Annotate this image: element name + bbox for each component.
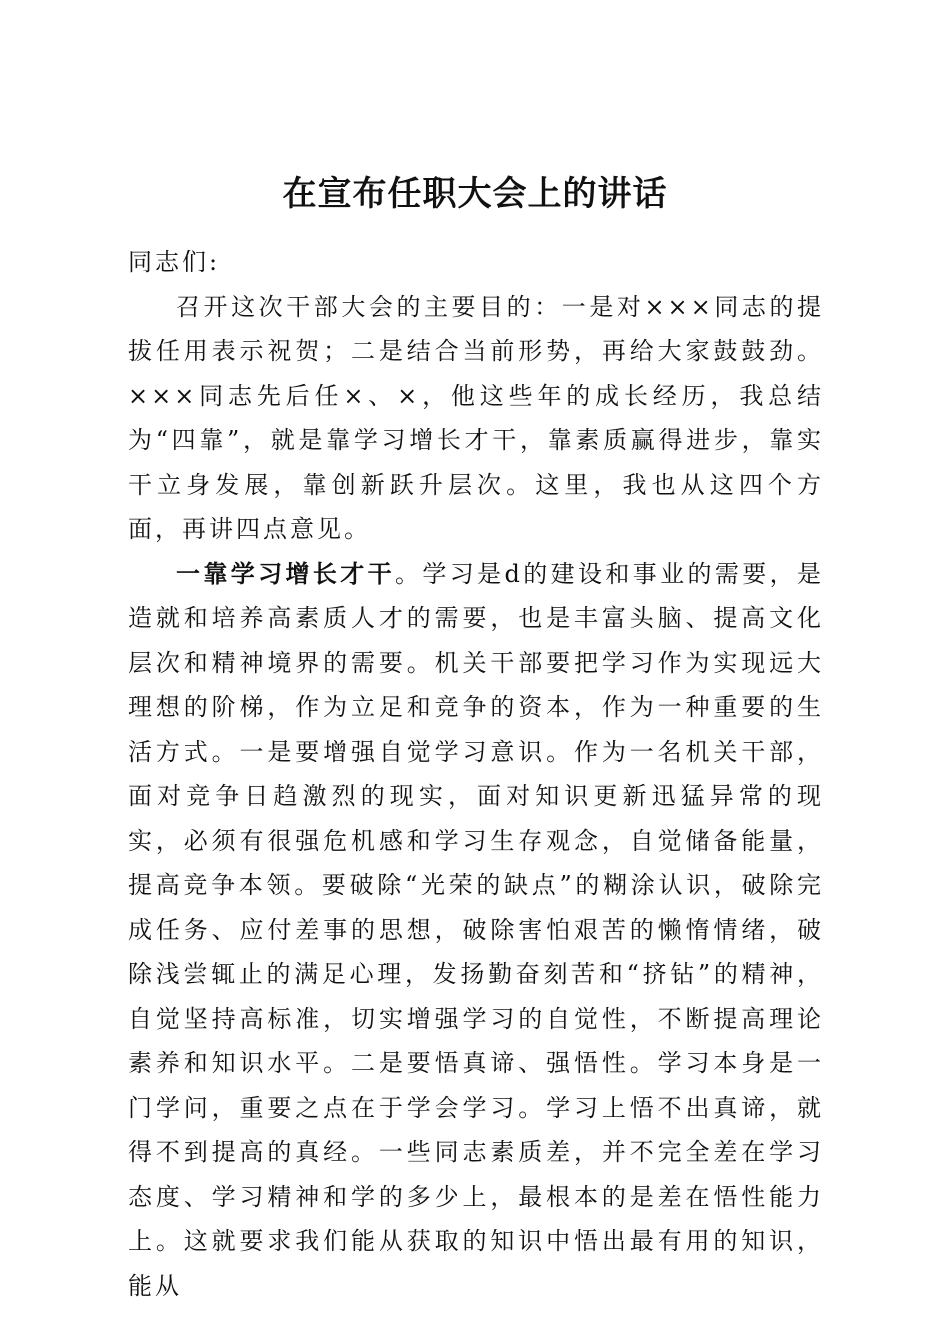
document-body <box>128 240 824 1308</box>
paragraph-text: 。学习是d的建设和事业的需要，是造就和培养高素质人才的需要，也是丰富头脑、提高文化层次和精神境界的需要。机关干部要把学习作为实现远大理想的阶梯，作为立足和竞争的资本，作为一种重要的生活方式。一是要增强自觉学习意识。作为一名机关干部，面对竞争日趋激烈的现实，面对知识更新迅猛异常的现实，必须有很强危机感和学习生存观念，自觉储备能量，提高竞争本领。要破除“光荣的缺点”的糊涂认识，破除完成任务、应付差事的思想，破除害怕艰苦的懒惰情绪，破除浅尝辄止的满足心理，发扬勤奋刻苦和“挤钻”的精神，自觉坚持高标准，切实增强学习的自觉性，不断提高理论素养和知识水平。二是要悟真谛、强悟性。学习本身是一门学问，重要之点在于学会学习。学习上悟不出真谛，就得不到提高的真经。一些同志素质差，并不完全差在学习态度、学习精神和学的多少上，最根本的是差在悟性能力上。这就要求我们能从获取的知识中悟出最有用的知识，能从 <box>128 559 824 1300</box>
paragraph-text: 召开这次干部大会的主要目的：一是对×××同志的提拔任用表示祝贺；二是结合当前形势，再给大家鼓鼓劲。×××同志先后任×、×，他这些年的成长经历，我总结为“四靠”，就是靠学习增长才干，靠素质赢得进步，靠实干立身发展，靠创新跃升层次。这里，我也从这四个方面，再讲四点意见。 <box>128 292 824 543</box>
paragraph-point-one <box>128 552 824 1309</box>
salutation: 同志们: <box>128 248 221 276</box>
document-title: 在宣布任职大会上的讲话 <box>282 174 668 214</box>
paragraph-lead-heading: 一靠学习增长才干 <box>176 559 395 588</box>
paragraph-intro <box>128 285 824 552</box>
